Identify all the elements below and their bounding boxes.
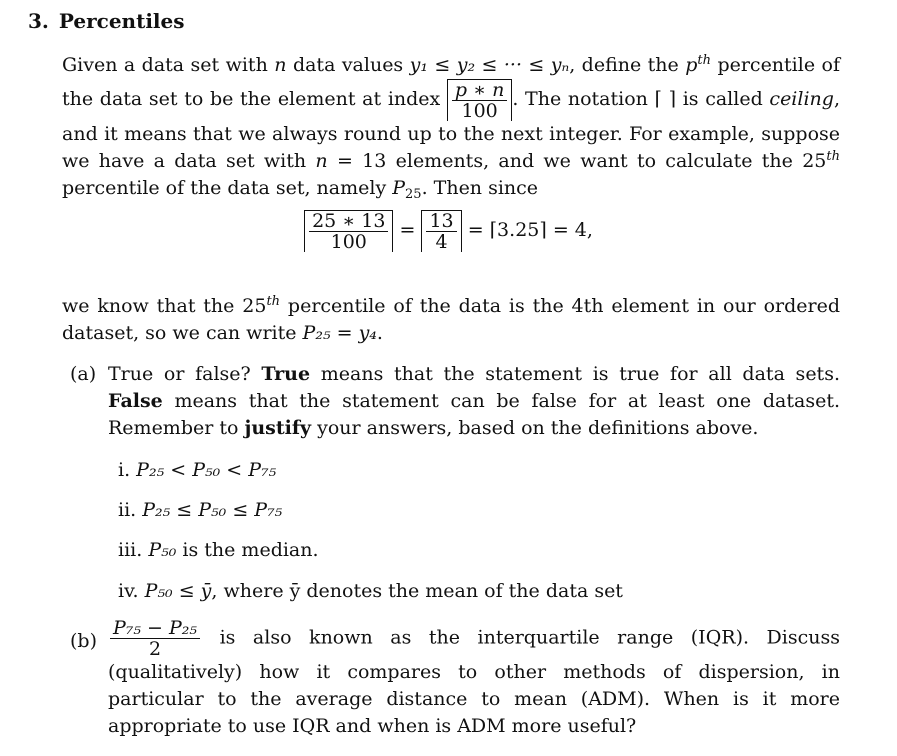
math-equation: P₂₅ = y₄ — [302, 322, 377, 344]
intro-text: percentile — [717, 54, 816, 76]
part-b — [70, 618, 840, 740]
section-heading — [28, 8, 195, 35]
number-25: 25 — [242, 295, 267, 317]
part-a-sentence: means that the statement is true for all data sets. — [320, 363, 840, 385]
item-expression: P₅₀ ≤ ȳ — [144, 580, 212, 602]
section-title: Percentiles — [58, 9, 185, 33]
part-a-sentence: means that the statement can be false for at least one dataset. Remember to — [108, 390, 840, 439]
part-b-text — [108, 618, 840, 740]
fraction-denominator: 100 — [330, 231, 367, 253]
iqr-fraction — [110, 618, 200, 659]
section-number: 3. — [28, 9, 49, 33]
intro-text: , and it means that we always round up to the next integer. For example, suppose we have a data set with — [62, 88, 840, 172]
part-a — [70, 361, 840, 442]
item-label: iv. — [118, 580, 139, 602]
math-n: n — [274, 54, 287, 76]
item-expression: P₅₀ — [148, 539, 177, 561]
superscript-th: th — [266, 294, 281, 309]
math-sequence: y₁ ≤ y₂ ≤ ··· ≤ yₙ — [409, 54, 570, 76]
fraction-denominator: 4 — [435, 231, 448, 253]
display-equation — [0, 210, 897, 252]
item-label: i. — [118, 459, 131, 481]
fraction-13-4 — [426, 211, 456, 252]
fraction-numerator: P₇₅ − P₂₅ — [110, 618, 200, 639]
fraction-denominator: 2 — [148, 638, 162, 660]
intro-text: . Then since — [421, 177, 539, 199]
superscript-th: th — [826, 149, 841, 164]
intro-text: , define the — [569, 54, 679, 76]
equals-sign: = — [399, 219, 416, 241]
part-label: (a) — [70, 363, 97, 385]
item-label: iii. — [118, 539, 143, 561]
item-expression: P₂₅ < P₅₀ < P₇₅ — [136, 459, 277, 481]
bold-justify: justify — [244, 417, 312, 439]
item-label: ii. — [118, 499, 137, 521]
conclusion-text: we know that the — [62, 295, 235, 317]
ceiling-expression — [447, 79, 512, 121]
part-a-text — [108, 361, 840, 442]
item-expression: P₂₅ ≤ P₅₀ ≤ P₇₅ — [142, 499, 283, 521]
bold-false: False — [108, 390, 163, 412]
item-text: is the median. — [182, 539, 319, 561]
fraction-numerator: p ∗ n — [452, 80, 507, 101]
list-item — [118, 457, 276, 484]
part-b-sentence: is also known as the interquartile range (IQR). Discuss (qualitatively) how it compares to other methods of dispersion, in particular to the average distance to mean (ADM). When is it more appropriate to use IQR and when is ADM more useful? — [108, 626, 840, 737]
conclusion-paragraph — [62, 293, 840, 347]
number-25: 25 — [802, 150, 827, 172]
part-a-sentence: your answers, based on the definitions above. — [317, 417, 759, 439]
list-item — [118, 578, 623, 605]
fraction-numerator: 13 — [426, 211, 456, 232]
ceiling-expression — [421, 210, 461, 252]
intro-text: Given a data set with — [62, 54, 268, 76]
fraction-denominator: 100 — [461, 100, 498, 122]
intro-text: data values — [292, 54, 404, 76]
superscript-th: th — [697, 53, 711, 68]
part-a-sentence: True or false? — [108, 363, 251, 385]
item-text: , where ȳ denotes the mean of the data set — [211, 580, 623, 602]
list-item — [118, 497, 282, 524]
intro-text: . The notation ⌈ ⌉ is called — [512, 88, 763, 110]
intro-text: = 13 elements, and we want to calculate the — [336, 150, 793, 172]
math-p: p — [685, 54, 698, 76]
fraction-25x13 — [309, 211, 388, 252]
intro-paragraph — [62, 52, 840, 202]
intro-text: percentile of the data set, namely — [62, 177, 387, 199]
conclusion-text: . — [376, 322, 383, 344]
fraction-numerator: 25 ∗ 13 — [309, 211, 388, 232]
ceiling-term: ceiling — [769, 88, 834, 110]
part-label: (b) — [70, 630, 97, 652]
math-P: P — [392, 177, 406, 199]
list-item — [118, 537, 319, 564]
math-n: n — [315, 150, 328, 172]
conclusion-text: percentile of the data is the 4th element in our ordered dataset, so we can write — [62, 295, 841, 344]
intro-text: of the data set to be the element at index — [62, 54, 841, 110]
subscript-25: 25 — [405, 187, 422, 202]
ceiling-expression — [304, 210, 393, 252]
bold-true: True — [261, 363, 311, 385]
equation-result: = ⌈3.25⌉ = 4, — [467, 219, 593, 241]
index-fraction — [452, 80, 507, 121]
